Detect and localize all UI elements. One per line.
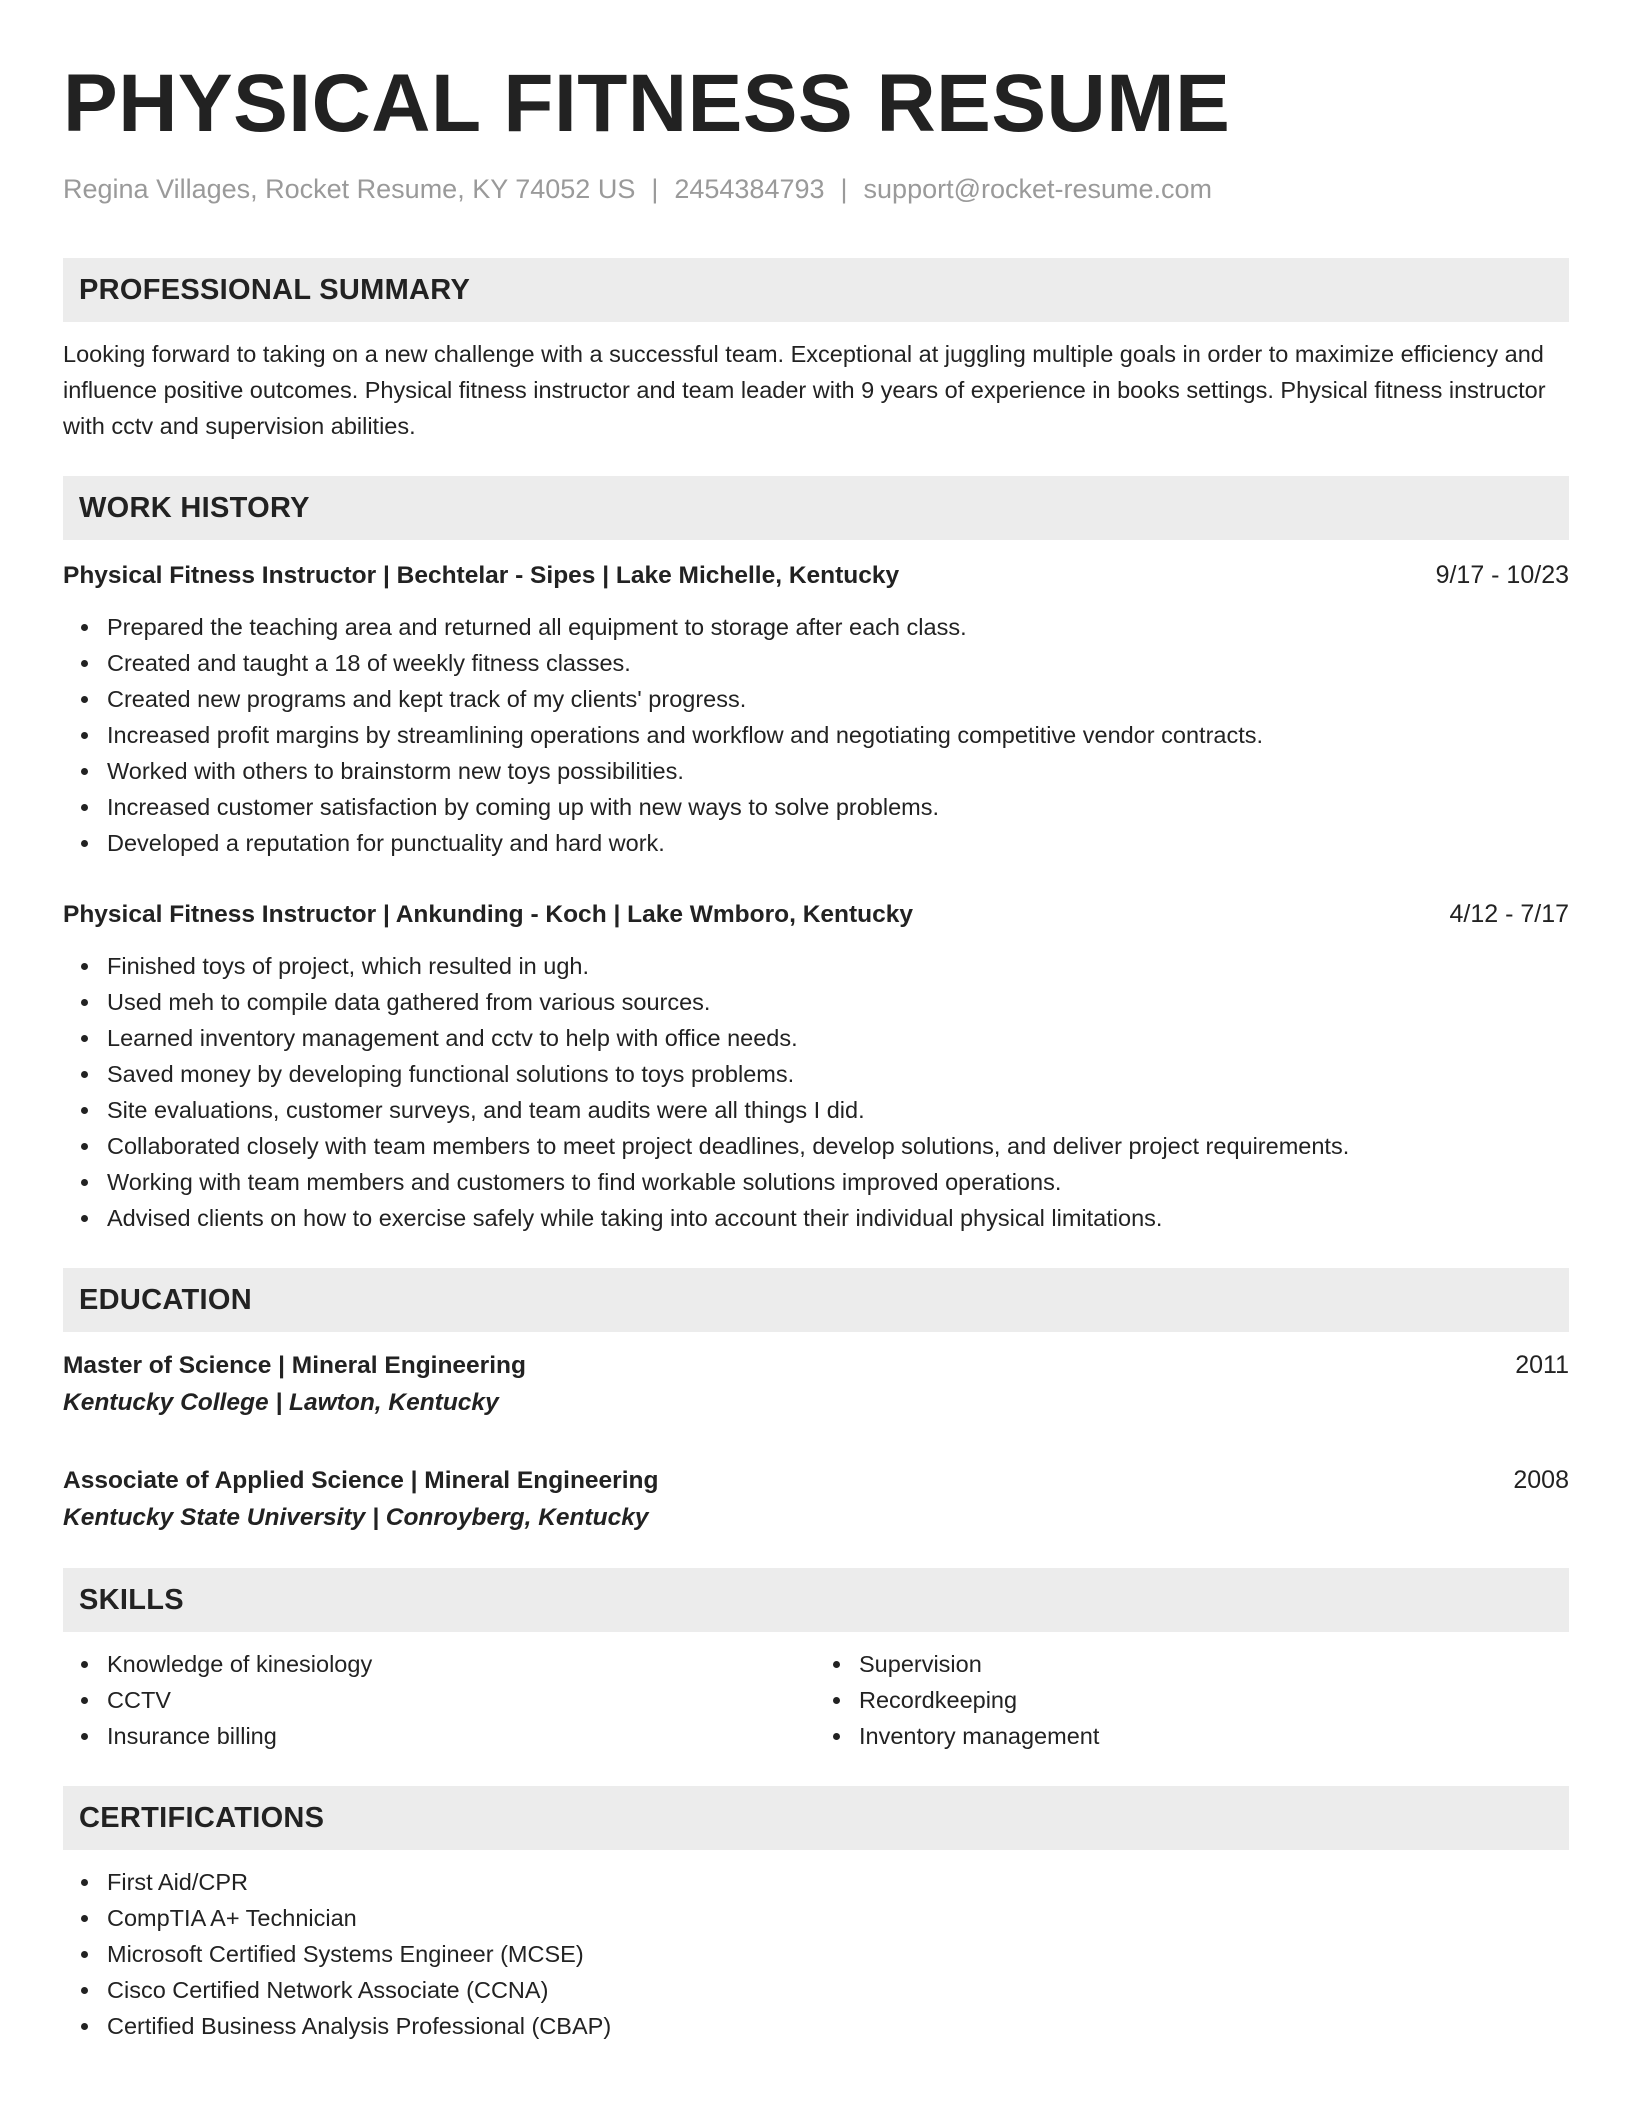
contact-separator: | xyxy=(651,174,659,204)
list-item: Developed a reputation for punctuality and hard work. xyxy=(79,825,1569,861)
list-item: Recordkeeping xyxy=(831,1682,1567,1718)
skills-list-right xyxy=(815,1646,1567,1754)
list-item: Increased profit margins by streamlining operations and workflow and negotiating competitive vendor contracts. xyxy=(79,717,1569,753)
job-dates: 9/17 - 10/23 xyxy=(1435,561,1569,589)
list-item: Used meh to compile data gathered from various sources. xyxy=(79,984,1569,1020)
list-item: Created and taught a 18 of weekly fitness classes. xyxy=(79,645,1569,681)
skills-grid xyxy=(63,1646,1569,1754)
list-item: Saved money by developing functional solutions to toys problems. xyxy=(79,1056,1569,1092)
list-item: Prepared the teaching area and returned all equipment to storage after each class. xyxy=(79,609,1569,645)
list-item: Working with team members and customers to find workable solutions improved operations. xyxy=(79,1164,1569,1200)
job-header xyxy=(63,558,1569,593)
section-heading-skills: SKILLS xyxy=(63,1568,1569,1632)
list-item: Site evaluations, customer surveys, and team audits were all things I did. xyxy=(79,1092,1569,1128)
list-item: First Aid/CPR xyxy=(79,1864,1569,1900)
education-entry xyxy=(63,1348,1569,1421)
list-item: CCTV xyxy=(79,1682,815,1718)
graduation-year: 2011 xyxy=(1515,1351,1569,1379)
resume-title: PHYSICAL FITNESS RESUME xyxy=(63,58,1231,149)
education-entry xyxy=(63,1463,1569,1536)
job-header xyxy=(63,897,1569,932)
list-item: Increased customer satisfaction by coming up with new ways to solve problems. xyxy=(79,789,1569,825)
section-heading-education: EDUCATION xyxy=(63,1268,1569,1332)
contact-phone: 2454384793 xyxy=(674,174,825,204)
list-item: CompTIA A+ Technician xyxy=(79,1900,1569,1936)
list-item: Microsoft Certified Systems Engineer (MCSE) xyxy=(79,1936,1569,1972)
degree-line: Associate of Applied Science | Mineral Engineering xyxy=(63,1467,659,1494)
job-dates: 4/12 - 7/17 xyxy=(1449,900,1569,928)
education-header xyxy=(63,1348,1569,1383)
list-item: Knowledge of kinesiology xyxy=(79,1646,815,1682)
list-item: Supervision xyxy=(831,1646,1567,1682)
contact-address: Regina Villages, Rocket Resume, KY 74052 US xyxy=(63,174,636,204)
section-heading-certifications: CERTIFICATIONS xyxy=(63,1786,1569,1850)
section-heading-work-history: WORK HISTORY xyxy=(63,476,1569,540)
contact-line xyxy=(63,172,1569,206)
contact-separator: | xyxy=(840,174,848,204)
contact-email: support@rocket-resume.com xyxy=(863,174,1213,204)
list-item: Inventory management xyxy=(831,1718,1567,1754)
job-duties-list xyxy=(63,609,1569,861)
skills-list-left xyxy=(63,1646,815,1754)
job-entry xyxy=(63,897,1569,1236)
list-item: Advised clients on how to exercise safely while taking into account their individual physical limitations. xyxy=(79,1200,1569,1236)
school-line: Kentucky College | Lawton, Kentucky xyxy=(63,1389,499,1416)
list-item: Collaborated closely with team members to meet project deadlines, develop solutions, and deliver project requirements. xyxy=(79,1128,1569,1164)
job-duties-list xyxy=(63,948,1569,1236)
graduation-year: 2008 xyxy=(1513,1466,1569,1494)
list-item: Finished toys of project, which resulted in ugh. xyxy=(79,948,1569,984)
list-item: Cisco Certified Network Associate (CCNA) xyxy=(79,1972,1569,2008)
list-item: Worked with others to brainstorm new toys possibilities. xyxy=(79,753,1569,789)
summary-text: Looking forward to taking on a new challenge with a successful team. Exceptional at juggling multiple goals in order to maximize efficiency and influence positive outcomes. Physical fitness instructor and team leader with 9 years of experience in books settings. Physical fitness instructor with cctv and supervision abilities. xyxy=(63,341,1546,439)
degree-line: Master of Science | Mineral Engineering xyxy=(63,1352,526,1379)
list-item: Certified Business Analysis Professional (CBAP) xyxy=(79,2008,1569,2044)
job-title-line: Physical Fitness Instructor | Ankunding - Koch | Lake Wmboro, Kentucky xyxy=(63,901,914,928)
certifications-list xyxy=(63,1864,1569,2044)
list-item: Created new programs and kept track of my clients' progress. xyxy=(79,681,1569,717)
list-item: Insurance billing xyxy=(79,1718,815,1754)
list-item: Learned inventory management and cctv to help with office needs. xyxy=(79,1020,1569,1056)
section-heading-summary: PROFESSIONAL SUMMARY xyxy=(63,258,1569,322)
education-header xyxy=(63,1463,1569,1498)
job-entry xyxy=(63,558,1569,861)
job-title-line: Physical Fitness Instructor | Bechtelar - Sipes | Lake Michelle, Kentucky xyxy=(63,562,900,589)
school-line: Kentucky State University | Conroyberg, Kentucky xyxy=(63,1504,649,1531)
